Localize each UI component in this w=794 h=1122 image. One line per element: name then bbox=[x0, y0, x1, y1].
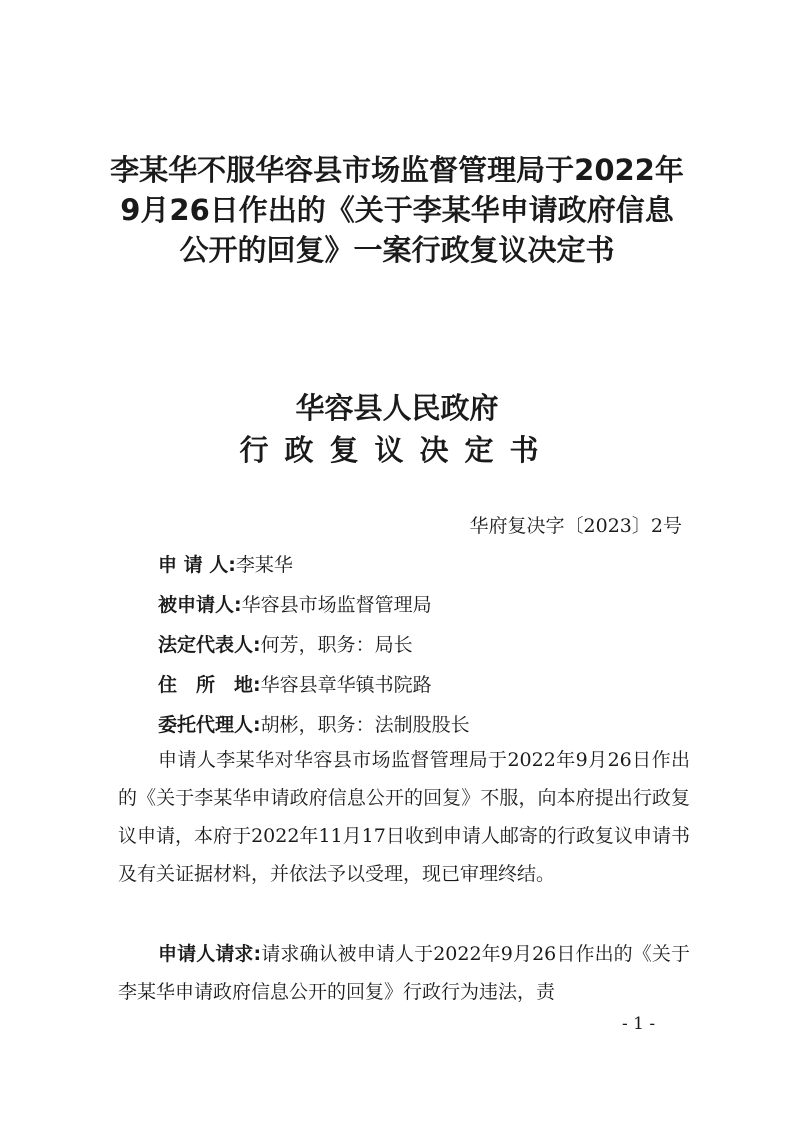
party-value: 何芳，职务：局长 bbox=[260, 634, 413, 656]
party-value: 胡彬，职务：法制股股长 bbox=[260, 714, 470, 736]
issuing-organization: 华容县人民政府 bbox=[295, 391, 499, 425]
request-paragraph bbox=[118, 935, 690, 1011]
party-label: 被申请人: bbox=[158, 594, 242, 616]
party-label: 委托代理人: bbox=[158, 714, 261, 736]
party-legal-representative bbox=[158, 630, 413, 660]
party-agent bbox=[158, 710, 470, 740]
party-respondent bbox=[158, 590, 432, 620]
party-applicant bbox=[158, 550, 293, 580]
party-label: 法定代表人: bbox=[158, 634, 261, 656]
document-number: 华府复决字〔2023〕2号 bbox=[469, 515, 682, 537]
title-line-1: 李某华不服华容县市场监督管理局于2022年 bbox=[110, 153, 684, 187]
party-label: 申 请 人: bbox=[158, 554, 236, 576]
party-value: 华容县章华镇书院路 bbox=[260, 674, 432, 696]
title-line-2: 9月26日作出的《关于李某华申请政府信息 bbox=[120, 193, 674, 227]
party-address bbox=[158, 670, 432, 700]
document-title bbox=[100, 150, 694, 270]
party-value: 华容县市场监督管理局 bbox=[241, 594, 432, 616]
party-value: 李某华 bbox=[235, 554, 293, 576]
title-line-3: 公开的回复》一案行政复议决定书 bbox=[179, 233, 615, 267]
intro-paragraph: 申请人李某华对华容县市场监督管理局于2022年9月26日作出的《关于李某华申请政府信息公开的回复》不服，向本府提出行政复议申请，本府于2022年11月17日收到申请人邮寄的行政复议申请书及有关证据材料，并依法予以受理，现已审理终结。 bbox=[118, 749, 690, 885]
document-type-heading: 行政复议决定书 bbox=[239, 433, 555, 467]
request-label: 申请人请求: bbox=[158, 943, 262, 965]
page-number: - 1 - bbox=[622, 1014, 656, 1034]
party-label: 住 所 地: bbox=[158, 674, 261, 696]
request-text: 请求确认被申请人于2022年9月26日作出的《关于李某华申请政府信息公开的回复》行政行为违法，责 bbox=[118, 943, 690, 1003]
